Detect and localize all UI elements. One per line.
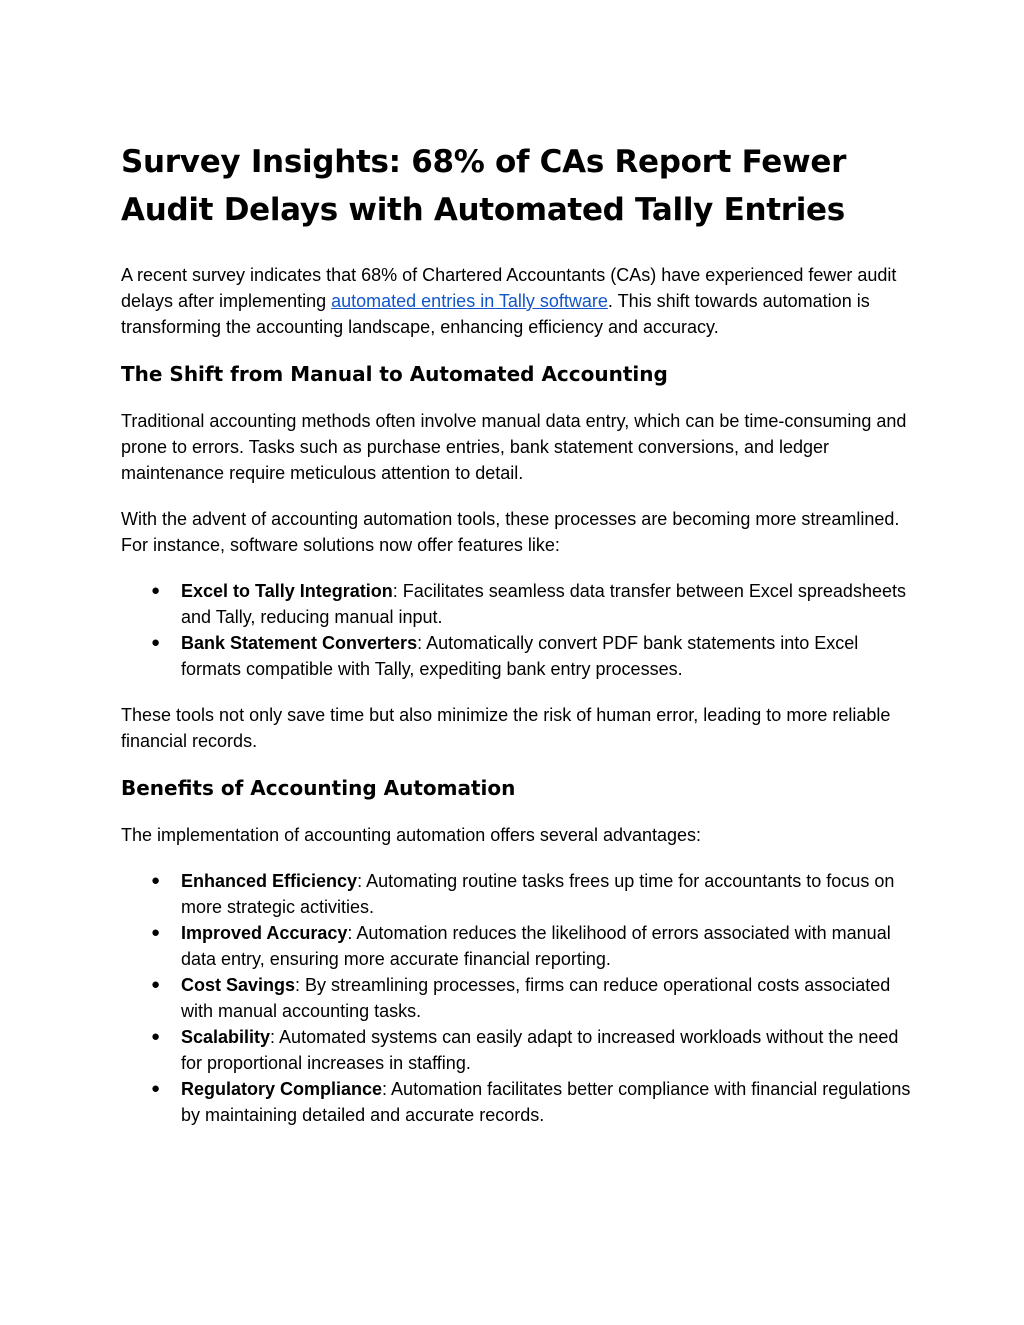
bullet-icon: ● (151, 872, 161, 889)
document-page (121, 138, 911, 1148)
tally-automation-link[interactable]: automated entries in Tally software (331, 291, 608, 311)
list-item (121, 1024, 911, 1076)
intro-text-after-link: . This shift towards automation is transforming the accounting landscape, enhancing efficiency and accuracy. (121, 291, 870, 337)
list-item-text: : Automated systems can easily adapt to increased workloads without the need for proportional increases in staffing. (181, 1027, 899, 1073)
intro-text-before-link: A recent survey indicates that 68% of Chartered Accountants (CAs) have experienced fewer audit delays after implementing (121, 265, 897, 311)
section2-paragraph-1: The implementation of accounting automation offers several advantages: (121, 825, 702, 845)
list-item-term: Scalability (181, 1027, 271, 1047)
list-item-term: Enhanced Efficiency (181, 871, 358, 891)
list-item-text: : Automation reduces the likelihood of errors associated with manual data entry, ensuring more accurate financial reporting. (181, 923, 891, 969)
section-heading-shift: The Shift from Manual to Automated Accounting (121, 362, 668, 386)
list-item-text: : Automating routine tasks frees up time for accountants to focus on more strategic activities. (181, 871, 895, 917)
section1-paragraph-2: With the advent of accounting automation tools, these processes are becoming more streamlined. For instance, software solutions now offer features like: (121, 509, 900, 555)
list-item-term: Improved Accuracy (181, 923, 348, 943)
section1-paragraph-3: These tools not only save time but also minimize the risk of human error, leading to more reliable financial records. (121, 705, 891, 751)
list-item (121, 630, 911, 682)
bullet-icon: ● (151, 1080, 161, 1097)
bullet-icon: ● (151, 1028, 161, 1045)
benefits-list (121, 868, 911, 1128)
list-item-text: : Automation facilitates better compliance with financial regulations by maintaining detailed and accurate records. (181, 1079, 911, 1125)
list-item-text: : Automatically convert PDF bank statements into Excel formats compatible with Tally, expediting bank entry processes. (181, 633, 859, 679)
list-item-term: Bank Statement Converters (181, 633, 418, 653)
bullet-icon: ● (151, 582, 161, 599)
list-item (121, 920, 911, 972)
section-heading-benefits: Benefits of Accounting Automation (121, 776, 516, 800)
list-item-term: Cost Savings (181, 975, 296, 995)
document-title: Survey Insights: 68% of CAs Report Fewer Audit Delays with Automated Tally Entries (121, 144, 847, 228)
list-item (121, 578, 911, 630)
bullet-icon: ● (151, 924, 161, 941)
list-item-term: Excel to Tally Integration (181, 581, 393, 601)
bullet-icon: ● (151, 976, 161, 993)
section1-paragraph-1: Traditional accounting methods often involve manual data entry, which can be time-consuming and prone to errors. Tasks such as purchase entries, bank statement conversions, and ledger maintenance require meticulous attention to detail. (121, 411, 907, 483)
intro-paragraph (121, 262, 911, 340)
list-item-text: : By streamlining processes, firms can reduce operational costs associated with manual accounting tasks. (181, 975, 891, 1021)
list-item (121, 868, 911, 920)
bullet-icon: ● (151, 634, 161, 651)
list-item (121, 972, 911, 1024)
list-item-text: : Facilitates seamless data transfer between Excel spreadsheets and Tally, reducing manual input. (181, 581, 906, 627)
list-item-term: Regulatory Compliance (181, 1079, 383, 1099)
list-item (121, 1076, 911, 1128)
features-list (121, 578, 911, 682)
